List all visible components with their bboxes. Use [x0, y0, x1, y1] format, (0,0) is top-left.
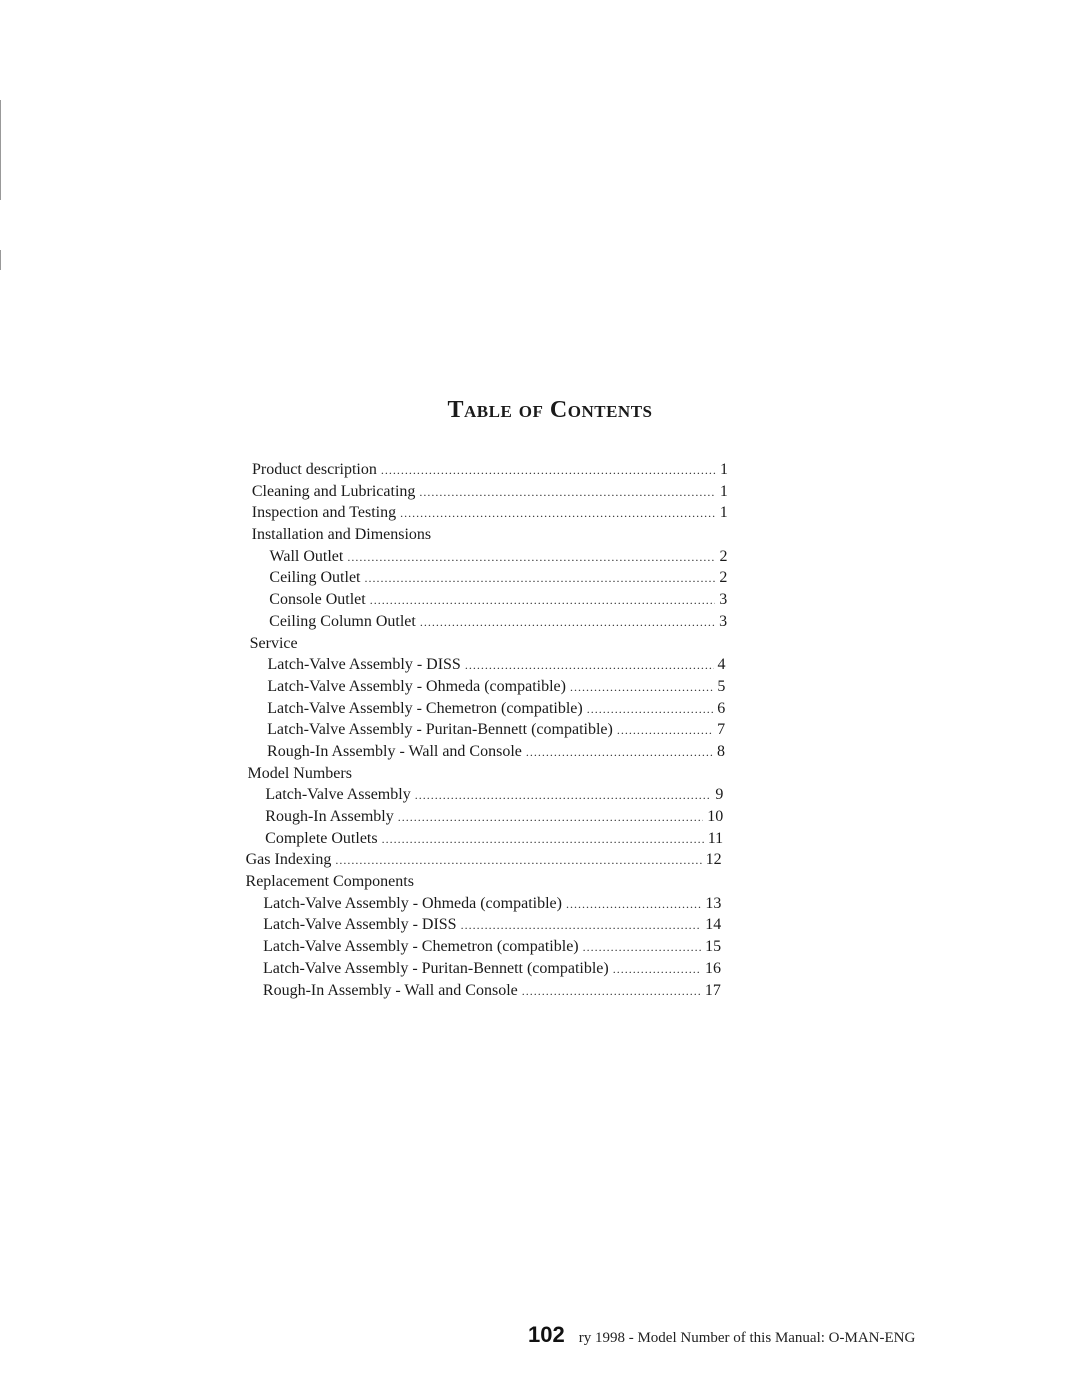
toc-entry-label: Latch-Valve Assembly - DISS [263, 916, 457, 934]
toc-entry [0, 611, 1070, 633]
toc-entry [0, 936, 1070, 958]
dot-leader [381, 460, 716, 482]
toc-entry-page: 14 [705, 916, 722, 934]
toc-entry-page: 8 [717, 742, 726, 760]
table-of-contents [0, 459, 1070, 1001]
dot-leader [522, 981, 701, 1003]
dot-leader [382, 829, 704, 851]
toc-entry [0, 698, 1070, 720]
toc-section [0, 871, 1070, 893]
toc-entry [0, 784, 1070, 806]
toc-section [0, 849, 1070, 871]
toc-entry-page: 2 [719, 547, 728, 565]
dot-leader [526, 742, 713, 764]
toc-entry-page: 2 [719, 569, 728, 587]
toc-entry [0, 589, 1070, 611]
toc-entry-page: 7 [717, 721, 726, 739]
toc-entry [0, 719, 1070, 741]
dot-leader [570, 677, 713, 699]
dot-leader [566, 894, 701, 916]
toc-section [0, 763, 1070, 785]
scan-artifact [0, 250, 1, 270]
page-number: 102 [528, 1322, 565, 1347]
toc-entry-page: 1 [720, 461, 728, 478]
toc-entry-page: 17 [704, 981, 721, 999]
footer-text: ry 1998 - Model Number of this Manual: O-MAN-ENG [578, 1330, 916, 1346]
toc-entry-page: 4 [717, 656, 726, 674]
toc-section [0, 459, 1070, 481]
toc-entry-page: 3 [719, 591, 728, 609]
dot-leader [587, 699, 714, 721]
toc-entry [0, 741, 1070, 763]
toc-section [0, 481, 1070, 503]
toc-entry-page: 15 [705, 938, 722, 956]
toc-entry-label: Console Outlet [269, 591, 366, 609]
toc-entry-label: Rough-In Assembly - Wall and Console [267, 742, 522, 760]
toc-section [0, 524, 1070, 546]
toc-entry-label: Wall Outlet [269, 547, 344, 565]
toc-entry [0, 806, 1070, 828]
toc-entry-label: Latch-Valve Assembly - DISS [267, 656, 461, 674]
toc-entry-label: Latch-Valve Assembly - Ohmeda (compatible) [263, 894, 562, 912]
toc-entry-label: Ceiling Outlet [269, 569, 361, 587]
toc-entry [0, 828, 1070, 850]
dot-leader [420, 612, 715, 634]
toc-entry-label: Cleaning and Lubricating [251, 482, 416, 500]
toc-entry-label: Model Numbers [247, 764, 352, 782]
dot-leader [617, 720, 713, 742]
toc-section [0, 502, 1070, 524]
toc-entry-label: Latch-Valve Assembly - Chemetron (compatible) [263, 938, 579, 956]
dot-leader [583, 937, 702, 959]
toc-entry-label: Product description [252, 461, 377, 478]
toc-entry-page: 11 [707, 829, 724, 847]
toc-entry [0, 958, 1070, 980]
toc-entry [0, 567, 1070, 589]
dot-leader [335, 850, 701, 872]
toc-entry-label: Ceiling Column Outlet [269, 612, 416, 630]
toc-entry-page: 5 [717, 677, 726, 695]
dot-leader [461, 915, 702, 937]
toc-entry-page: 9 [715, 786, 724, 804]
toc-entry-label: Service [249, 634, 298, 652]
toc-entry [0, 893, 1070, 915]
toc-entry [0, 676, 1070, 698]
toc-entry-page: 12 [705, 851, 722, 869]
toc-entry-label: Latch-Valve Assembly - Puritan-Bennett (compatible) [267, 721, 613, 739]
toc-entry-page: 13 [705, 894, 722, 912]
dot-leader [465, 655, 714, 677]
dot-leader [347, 547, 715, 569]
toc-entry-label: Latch-Valve Assembly [265, 786, 411, 804]
toc-entry-label: Latch-Valve Assembly - Ohmeda (compatible) [267, 677, 566, 695]
toc-entry-label: Rough-In Assembly [265, 808, 394, 825]
toc-entry-label: Latch-Valve Assembly - Puritan-Bennett (compatible) [263, 959, 609, 977]
page-footer [528, 1322, 915, 1348]
toc-entry-page: 3 [719, 612, 728, 630]
toc-entry-label: Replacement Components [245, 873, 414, 891]
toc-entry-page: 1 [719, 482, 728, 500]
toc-entry [0, 654, 1070, 676]
toc-entry-label: Latch-Valve Assembly - Chemetron (compatible) [267, 699, 583, 717]
toc-entry-label: Complete Outlets [265, 829, 378, 847]
toc-section [0, 633, 1070, 655]
scan-artifact [0, 100, 1, 200]
toc-entry [0, 546, 1070, 568]
toc-entry-page: 16 [705, 959, 722, 977]
toc-entry-page: 6 [717, 699, 726, 717]
dot-leader [613, 959, 701, 981]
dot-leader [419, 482, 715, 504]
dot-leader [365, 568, 716, 590]
dot-leader [400, 503, 716, 525]
dot-leader [398, 807, 704, 829]
toc-entry-label: Installation and Dimensions [251, 526, 432, 544]
dot-leader [370, 590, 716, 612]
toc-entry [0, 914, 1070, 936]
page-title: Table of Contents [447, 397, 653, 424]
toc-entry-label: Inspection and Testing [251, 504, 397, 522]
toc-entry-label: Rough-In Assembly - Wall and Console [262, 981, 518, 999]
dot-leader [415, 785, 712, 807]
toc-entry [0, 980, 1070, 1002]
toc-entry-page: 1 [719, 504, 728, 522]
toc-entry-page: 10 [707, 808, 724, 825]
toc-entry-label: Gas Indexing [245, 851, 332, 869]
